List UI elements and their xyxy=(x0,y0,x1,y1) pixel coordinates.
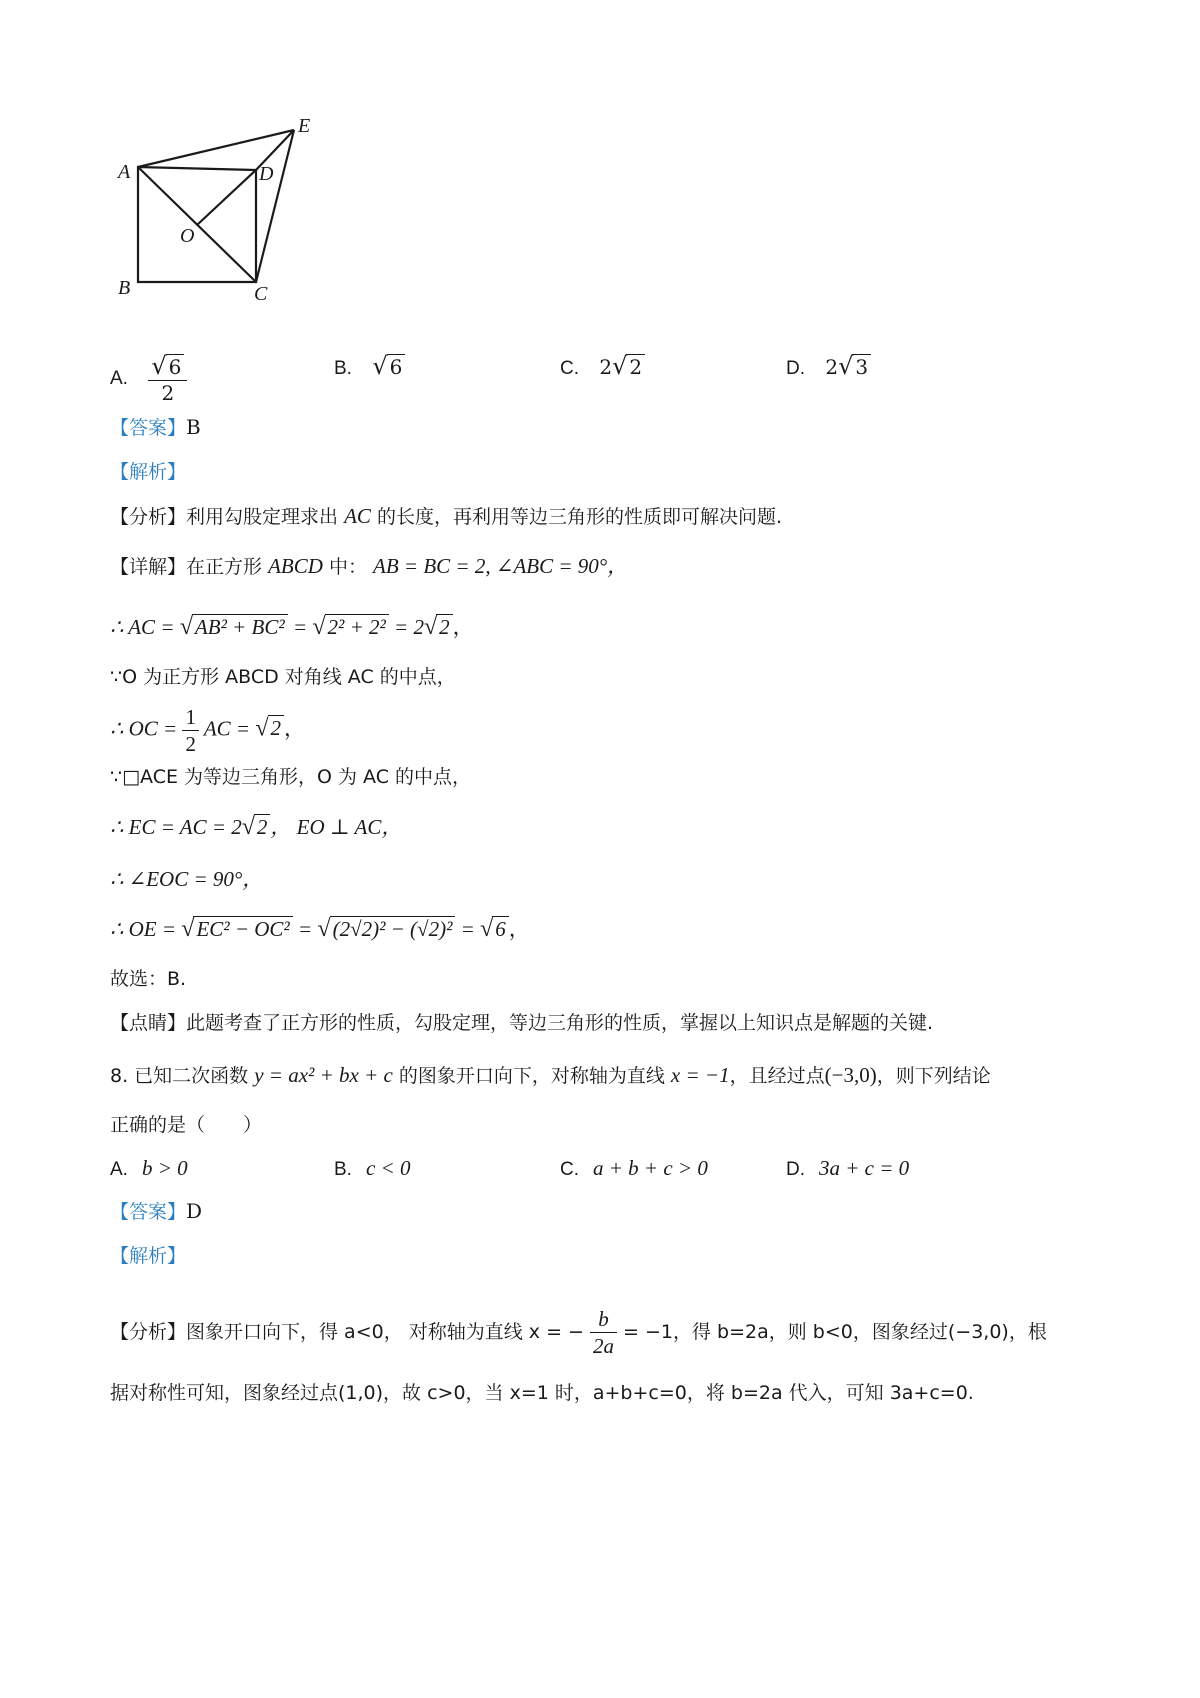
fenxi-tag: 【分析】 xyxy=(110,506,187,528)
option-letter: B. xyxy=(334,358,352,379)
q8-fenxi xyxy=(110,1306,1047,1359)
q7-step-1: ∴ AC = √AB² + BC² = √2² + 2² = 2√2 ， xyxy=(110,614,474,640)
option-value: b > 0 xyxy=(141,1156,188,1180)
punct: ， xyxy=(284,716,306,741)
label-o: O xyxy=(180,225,195,247)
answer-value: B xyxy=(186,415,201,439)
fenxi-tag: 【分析】 xyxy=(110,1321,187,1343)
q7-dianjing xyxy=(110,1010,933,1036)
result: = 2 xyxy=(394,615,424,639)
radicand: 2 xyxy=(436,614,453,639)
q7-xiangjie xyxy=(110,553,628,580)
numerator: 1 xyxy=(182,704,199,731)
label-d: D xyxy=(259,163,274,185)
figure-lines xyxy=(138,130,294,282)
equals: = xyxy=(297,917,313,941)
segment-ae xyxy=(138,130,294,167)
segment-ce xyxy=(256,130,294,282)
label-c: C xyxy=(254,283,268,305)
q7-guxuan: 故选：B. xyxy=(110,968,187,990)
option-letter: C. xyxy=(560,358,579,379)
q7-analysis-tag xyxy=(110,458,186,485)
q8-fenxi-line-2: 据对称性可知，图象经过点(1,0)，故 c>0，当 x=1 时，a+b+c=0，将 b=2a 代入，可知 3a+c=0. xyxy=(110,1382,974,1404)
math-equation: AB = BC = 2, ∠ABC = 90°， xyxy=(373,554,629,578)
coefficient: 2 xyxy=(599,355,613,379)
dianjing-tag: 【点睛】 xyxy=(110,1012,187,1034)
step-prefix: ∴ OC = xyxy=(110,716,178,741)
fraction xyxy=(590,1306,617,1359)
fraction: $\frac{√ 6}{2}$ xyxy=(148,352,187,405)
math-function: y = ax² + bx + c xyxy=(254,1063,393,1087)
radicand: AB² + BC² xyxy=(192,614,288,639)
label-e: E xyxy=(298,115,311,137)
step-prefix: ∴ EC = AC = 2 xyxy=(110,815,242,839)
option-value: c < 0 xyxy=(365,1156,411,1180)
option-letter: A. xyxy=(110,1159,128,1180)
option-value: a + b + c > 0 xyxy=(593,1156,708,1180)
step-end: ， EO ⊥ AC， xyxy=(270,815,403,839)
q7-answer xyxy=(110,414,201,441)
label-b: B xyxy=(118,277,131,299)
option-letter: B. xyxy=(334,1159,352,1180)
math-abcd: ABCD xyxy=(268,554,323,578)
q7-step-7: ∴ OE = √EC² − OC² = √(2√2)² − (√2)² = √6 ， xyxy=(110,916,530,942)
q8-answer xyxy=(110,1198,202,1225)
q7-step-3: ∴ OC = $\frac{1}{2}$ AC = √2 ， xyxy=(110,705,306,756)
radicand: 2² + 2² xyxy=(325,614,389,639)
q8-stem xyxy=(110,1062,991,1089)
q7-option-d: D. 2√ 3 xyxy=(786,352,871,380)
option-letter: D. xyxy=(786,358,805,379)
fenxi-text-2: = −1，得 b=2a，则 b<0，图象经过(−3,0)，根 xyxy=(623,1321,1047,1343)
step-mid: AC = xyxy=(203,716,251,741)
radicand: EC² − OC² xyxy=(193,916,292,941)
fenxi-text: 图象开口向下，得 a<0， 对称轴为直线 x = − xyxy=(186,1321,584,1343)
radicand: 6 xyxy=(492,916,509,941)
q8-option-d xyxy=(786,1156,909,1181)
punct: ， xyxy=(508,917,530,941)
radicand: (2√2)² − (√2)² xyxy=(330,916,456,941)
dianjing-text: 此题考查了正方形的性质，勾股定理，等边三角形的性质，掌握以上知识点是解题的关键. xyxy=(186,1012,934,1034)
answer-tag: 【答案】 xyxy=(110,417,187,439)
q7-step-2: ∵O 为正方形 ABCD 对角线 AC 的中点， xyxy=(110,666,456,688)
option-letter: C. xyxy=(560,1159,579,1180)
segment-od xyxy=(197,170,256,225)
q7-step-5: ∴ EC = AC = 2√2 ， EO ⊥ AC， xyxy=(110,814,403,840)
step-prefix: ∴ OE = xyxy=(110,917,177,941)
q8-option-a xyxy=(110,1156,188,1181)
equals: = xyxy=(460,917,475,941)
q8-option-c xyxy=(560,1156,708,1181)
radicand: 6 xyxy=(166,354,185,379)
math-axis: x = −1 xyxy=(670,1063,730,1087)
math-ac: AC xyxy=(344,504,371,528)
q7-fenxi xyxy=(110,503,782,530)
step-prefix: ∴ AC = xyxy=(110,615,175,639)
answer-value: D xyxy=(186,1199,203,1223)
math-point: (−3,0) xyxy=(824,1063,877,1087)
q8-stem-line-2: 正确的是（ ） xyxy=(110,1114,263,1136)
stem-text-2: 的图象开口向下，对称轴为直线 xyxy=(398,1065,665,1087)
geometry-figure xyxy=(112,112,372,332)
stem-text-4: ，则下列结论 xyxy=(876,1065,991,1087)
q7-step-4: ∵□ACE 为等边三角形，O 为 AC 的中点， xyxy=(110,766,472,788)
analysis-tag: 【解析】 xyxy=(110,1245,187,1267)
q7-option-b: B. √ 6 xyxy=(334,352,405,380)
punct: ， xyxy=(452,615,474,639)
radicand: 6 xyxy=(387,354,406,379)
xiangjie-text: 在正方形 xyxy=(186,556,263,578)
fenxi-text-2: 的长度，再利用等边三角形的性质即可解决问题. xyxy=(376,506,783,528)
radicand: 2 xyxy=(254,814,271,839)
radicand: 3 xyxy=(852,354,871,379)
equals: = xyxy=(292,615,308,639)
numerator: b xyxy=(590,1306,617,1333)
option-letter: D. xyxy=(786,1159,805,1180)
denominator: 2 xyxy=(161,381,175,405)
denominator: 2a xyxy=(593,1334,614,1358)
fenxi-text: 利用勾股定理求出 xyxy=(186,506,339,528)
answer-tag: 【答案】 xyxy=(110,1201,187,1223)
xiangjie-tag: 【详解】 xyxy=(110,556,187,578)
q8-option-b xyxy=(334,1156,410,1181)
radicand: 2 xyxy=(626,354,645,379)
label-a: A xyxy=(118,161,131,183)
stem-text-3: ，且经过点 xyxy=(729,1065,825,1087)
stem-text: 8. 已知二次函数 xyxy=(110,1065,249,1087)
fraction xyxy=(182,704,199,757)
q7-step-6: ∴ ∠EOC = 90°， xyxy=(110,867,264,891)
option-value: 3a + c = 0 xyxy=(819,1156,910,1180)
q7-option-c: C. 2√ 2 xyxy=(560,352,645,380)
denominator: 2 xyxy=(185,732,196,756)
coefficient: 2 xyxy=(825,355,839,379)
xiangjie-mid: 中： xyxy=(328,556,367,578)
analysis-tag: 【解析】 xyxy=(110,461,187,483)
option-letter: A. xyxy=(110,368,128,389)
radicand: 2 xyxy=(268,715,285,740)
q7-option-a xyxy=(110,352,187,405)
q8-analysis-tag xyxy=(110,1242,186,1269)
